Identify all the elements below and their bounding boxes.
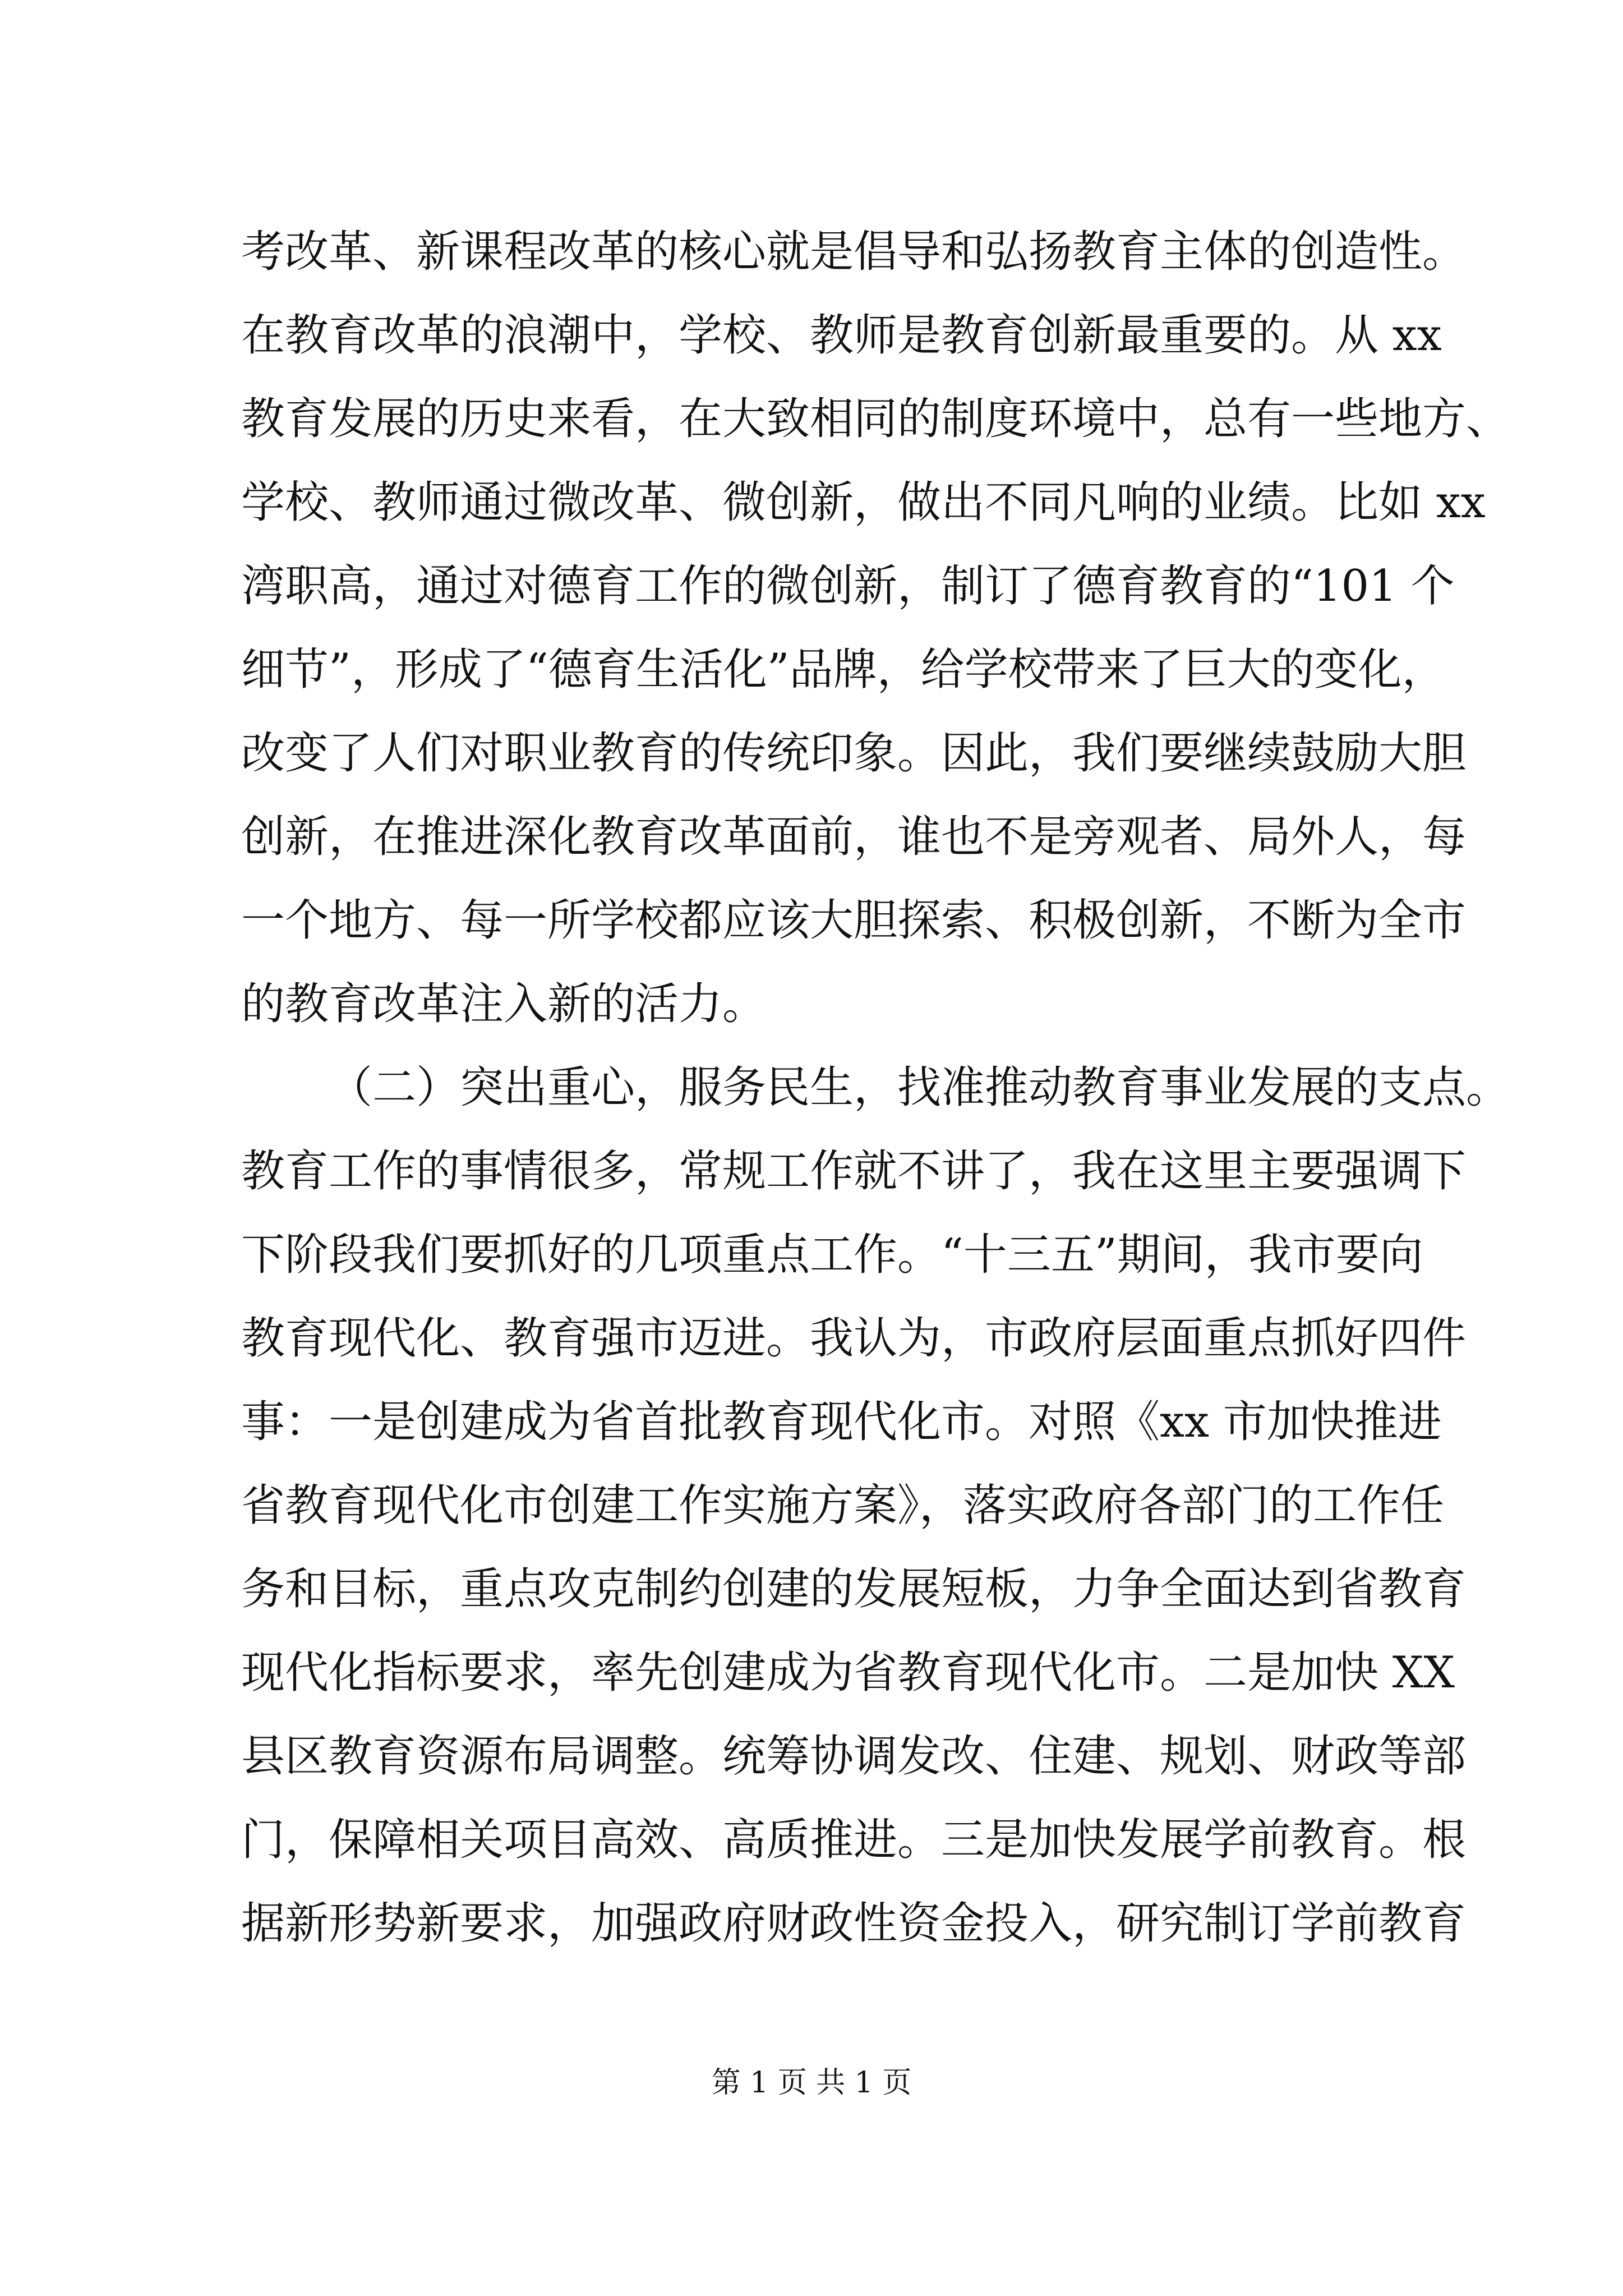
- page-footer: 第 1 页 共 1 页: [711, 2066, 912, 2100]
- text-line: 事：一是创建成为省首批教育现代化市。对照《xx 市加快推进: [241, 1397, 1442, 1447]
- text-line: 据新形势新要求，加强政府财政性资金投入，研究制订学前教育: [241, 1898, 1467, 1949]
- text-line: 县区教育资源布局调整。统筹协调发改、住建、规划、财政等部: [241, 1731, 1467, 1782]
- text-line: 务和目标，重点攻克制约创建的发展短板，力争全面达到省教育: [241, 1564, 1467, 1614]
- text-line: 在教育改革的浪潮中，学校、教师是教育创新最重要的。从 xx: [241, 310, 1442, 361]
- text-line: 省教育现代化市创建工作实施方案》，落实政府各部门的工作任: [241, 1480, 1445, 1531]
- document-body: [241, 210, 1510, 1966]
- text-line: 学校、教师通过微改革、微创新，做出不同凡响的业绩。比如 xx: [241, 477, 1486, 528]
- text-line: 教育现代化、教育强市迈进。我认为，市政府层面重点抓好四件: [241, 1313, 1467, 1364]
- text-line: 下阶段我们要抓好的几项重点工作。“十三五”期间，我市要向: [241, 1230, 1423, 1280]
- text-line: 的教育改革注入新的活力。: [241, 979, 767, 1029]
- text-line: 考改革、新课程改革的核心就是倡导和弘扬教育主体的创造性。: [241, 227, 1467, 277]
- paragraph-1: [241, 210, 1510, 1046]
- text-line: 湾职高，通过对德育工作的微创新，制订了德育教育的“101 个: [241, 561, 1455, 611]
- text-line: 创新，在推进深化教育改革面前，谁也不是旁观者、局外人，每: [241, 812, 1467, 862]
- text-line: 细节”，形成了“德育生活化”品牌，给学校带来了巨大的变化，: [241, 645, 1446, 695]
- text-line: 一个地方、每一所学校都应该大胆探索、积极创新，不断为全市: [241, 895, 1467, 946]
- text-line: 教育工作的事情很多，常规工作就不讲了，我在这里主要强调下: [241, 1146, 1467, 1197]
- text-line: 改变了人们对职业教育的传统印象。因此，我们要继续鼓励大胆: [241, 728, 1467, 779]
- paragraph-2: [241, 1046, 1510, 1966]
- text-line: 现代化指标要求，率先创建成为省教育现代化市。二是加快 XX: [241, 1648, 1455, 1698]
- section-heading-line: （二）突出重心，服务民生，找准推动教育事业发展的支点。: [329, 1062, 1510, 1113]
- text-line: 门，保障相关项目高效、高质推进。三是加快发展学前教育。根: [241, 1815, 1467, 1865]
- text-line: 教育发展的历史来看，在大致相同的制度环境中，总有一些地方、: [241, 394, 1510, 444]
